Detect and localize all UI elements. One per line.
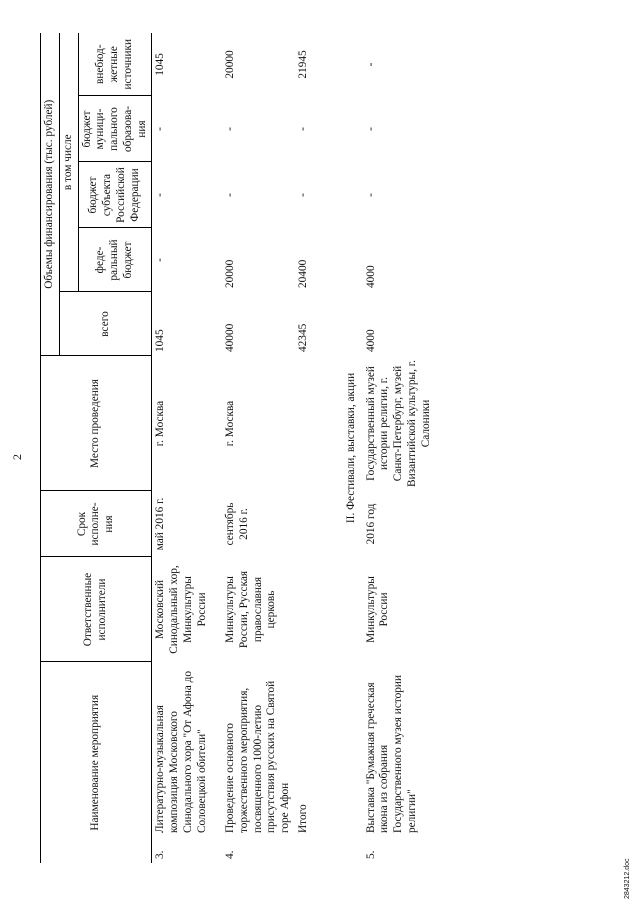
- row-regional: -: [296, 193, 309, 197]
- table-row: [363, 33, 449, 863]
- row-deadline: май 2016 г.: [154, 497, 167, 551]
- row-executors: Минкультуры России: [364, 576, 391, 643]
- row-num: 4.: [223, 850, 236, 859]
- row-executors: [295, 557, 339, 662]
- row-executors: Московский Синодальный хор, Минкультуры России: [154, 565, 208, 654]
- row-federal: 20400: [296, 259, 309, 288]
- row-place: [295, 356, 339, 491]
- row-place: г. Москва: [223, 400, 236, 447]
- col-total: всего: [59, 292, 152, 356]
- doc-code: 2843212.doc: [624, 858, 631, 899]
- col-executors: Ответственные исполнители: [41, 557, 152, 662]
- row-federal: 4000: [364, 265, 377, 288]
- row-total: 40000: [223, 323, 236, 352]
- row-deadline: 2016 год: [364, 503, 377, 545]
- row-total: 1045: [154, 329, 167, 352]
- row-num: [295, 837, 339, 863]
- row-municipal: -: [223, 127, 236, 131]
- row-deadline: [295, 491, 339, 557]
- col-extrabudget: внебюд-жетные источники: [78, 33, 152, 96]
- col-place: Место проведения: [41, 356, 152, 491]
- row-executors: Минкультуры России, Русская православная церковь: [223, 570, 278, 649]
- row-regional: -: [223, 193, 236, 197]
- row-regional: -: [364, 193, 377, 197]
- row-name: Итого: [296, 804, 309, 833]
- row-extrabudget: 21945: [296, 50, 309, 79]
- page-number: 2: [10, 454, 24, 460]
- row-extrabudget: 1045: [154, 53, 167, 76]
- row-federal: -: [154, 258, 167, 262]
- col-federal: феде-ральный бюджет: [78, 228, 152, 292]
- row-total: 4000: [364, 329, 377, 352]
- table-row: [152, 33, 222, 863]
- col-name: Наименование мероприятия: [41, 662, 152, 863]
- row-municipal: -: [154, 127, 167, 131]
- col-including: в том числе: [59, 33, 78, 292]
- row-regional: -: [154, 193, 167, 197]
- events-table: [40, 33, 449, 863]
- col-funding: Объемы финансирования (тыс. рублей): [41, 33, 60, 356]
- row-num: 5.: [364, 850, 377, 859]
- row-name: Проведение основного торжественного мероприятия, посвященного 1000-летию присутствия русских на Святой горе Афон: [223, 680, 292, 833]
- table-row: [222, 33, 295, 863]
- row-num: 3.: [154, 850, 167, 859]
- row-name: Выставка "Бумажная греческая икона из собрания Государственного музея истории религии": [364, 674, 418, 833]
- row-municipal: -: [364, 127, 377, 131]
- section-title: II. Фестивали, выставки, акции: [344, 372, 357, 524]
- row-place: Государственный музей истории религии, г. Санкт-Петербург, музей Византийской культуры, г. Салоники: [364, 360, 432, 487]
- row-municipal: -: [296, 127, 309, 131]
- table-row-total: [295, 33, 339, 863]
- row-name: Литературно-музыкальная композиция Московского Синодального хора "От Афона до Соловецкой обители": [154, 671, 208, 833]
- row-deadline: сентябрь 2016 г.: [223, 502, 250, 546]
- row-extrabudget: 20000: [223, 50, 236, 79]
- col-deadline: Срок исполне-ния: [41, 491, 152, 557]
- col-regional: бюджет субъекта Российской Федерации: [78, 162, 152, 228]
- col-municipal: бюджет муници-пального образова-ния: [78, 96, 152, 162]
- row-extrabudget: -: [364, 62, 377, 67]
- row-total: 42345: [296, 323, 309, 352]
- row-place: г. Москва: [154, 400, 167, 447]
- row-federal: 20000: [223, 259, 236, 288]
- section-row: [339, 33, 363, 863]
